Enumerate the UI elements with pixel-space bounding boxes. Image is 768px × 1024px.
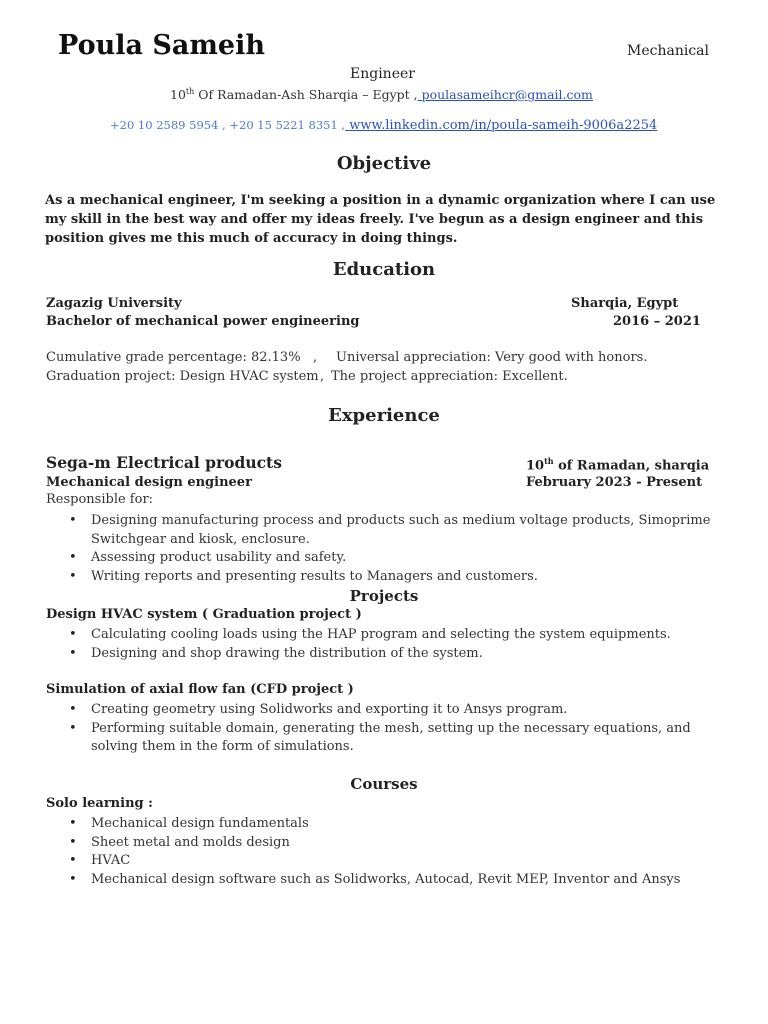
education-heading: Education — [332, 259, 436, 280]
solo-learning-label: Solo learning : — [46, 796, 153, 811]
list-item: • Writing reports and presenting results to Managers and customers. — [46, 568, 726, 587]
address-rest: Of Ramadan-Ash Sharqia – Egypt , — [194, 87, 418, 103]
university-name: Zagazig University — [46, 296, 182, 311]
objective-heading: Objective — [336, 153, 432, 174]
contact-address-line — [170, 87, 593, 102]
project-separator: , — [320, 369, 325, 384]
objective-text: As a mechanical engineer, I'm seeking a position in a dynamic organization where I can use my skill in the best way and offer my ideas freely. I've begun as a design engineer and this position gives me this much of accuracy in doing things. — [45, 193, 716, 246]
list-item: • Designing and shop drawing the distribution of the system. — [46, 645, 726, 664]
courses-heading: Courses — [350, 775, 418, 793]
project-cfd-bullets — [46, 701, 726, 757]
company-location-rest: of Ramadan, sharqia — [553, 458, 710, 474]
job-title-line1: Mechanical — [627, 43, 709, 59]
project-appreciation-text: The project appreciation: Excellent. — [331, 369, 568, 384]
list-item: • Mechanical design fundamentals — [46, 815, 726, 834]
experience-bullets — [46, 512, 726, 586]
degree-name: Bachelor of mechanical power engineering — [46, 314, 360, 329]
list-item: • Designing manufacturing process and products such as medium voltage products, Simoprime Switchgear and kiosk, enclosure. — [46, 512, 726, 549]
project-title-cfd: Simulation of axial flow fan (CFD project ) — [46, 682, 354, 697]
grade-text: Cumulative grade percentage: 82.13% — [46, 350, 301, 365]
university-location: Sharqia, Egypt — [571, 296, 679, 311]
email-link[interactable]: poulasameihcr@gmail.com — [417, 87, 593, 103]
job-role: Mechanical design engineer — [46, 475, 252, 490]
company-location-sup: th — [544, 456, 554, 466]
list-item: • Mechanical design software such as Solidworks, Autocad, Revit MEP, Inventor and Ansys — [46, 871, 726, 890]
project-title-hvac: Design HVAC system ( Graduation project ) — [46, 607, 362, 622]
appreciation-text: Universal appreciation: Very good with honors. — [336, 350, 648, 365]
project-hvac-bullets — [46, 626, 726, 663]
job-dates: February 2023 - Present — [526, 475, 703, 490]
degree-years: 2016 – 2021 — [613, 314, 701, 329]
company-name: Sega-m Electrical products — [46, 453, 282, 472]
contact-phone-line — [110, 118, 657, 133]
responsible-label: Responsible for: — [46, 492, 154, 507]
company-location — [526, 456, 709, 473]
courses-list — [46, 815, 726, 889]
address-prefix: 10 — [170, 87, 186, 103]
candidate-name: Poula Sameih — [58, 30, 265, 61]
list-item: • Calculating cooling loads using the HAP program and selecting the system equipments. — [46, 626, 726, 645]
list-item: • HVAC — [46, 852, 726, 871]
list-item: • Performing suitable domain, generating the mesh, setting up the necessary equations, and solving them in the form of simulations. — [46, 720, 726, 757]
company-location-prefix: 10 — [526, 458, 545, 474]
address-sup: th — [185, 87, 195, 96]
phone-numbers: +20 10 2589 5954 , +20 15 5221 8351 , — [110, 118, 346, 132]
list-item: • Assessing product usability and safety. — [46, 549, 726, 568]
job-title-line2: Engineer — [350, 66, 415, 82]
projects-heading: Projects — [349, 587, 419, 605]
grade-separator: , — [313, 350, 318, 365]
experience-heading: Experience — [328, 405, 440, 426]
graduation-project-text: Graduation project: Design HVAC system — [46, 369, 319, 384]
list-item: • Sheet metal and molds design — [46, 834, 726, 853]
list-item: • Creating geometry using Solidworks and exporting it to Ansys program. — [46, 701, 726, 720]
linkedin-link[interactable]: www.linkedin.com/in/poula-sameih-9006a2254 — [345, 118, 658, 133]
